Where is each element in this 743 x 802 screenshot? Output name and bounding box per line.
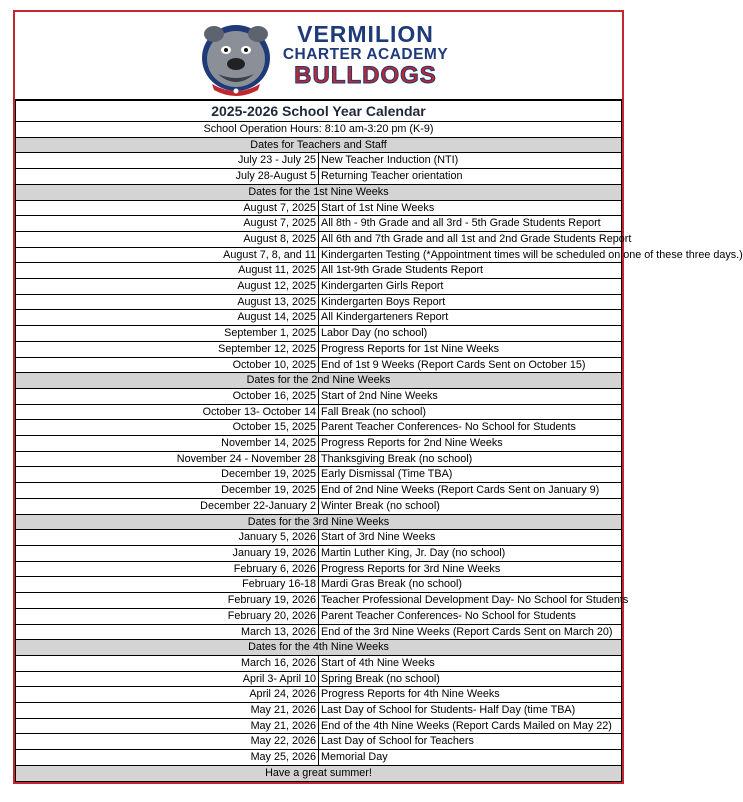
logo-title: VERMILION — [297, 21, 434, 47]
date-cell: August 8, 2025 — [16, 231, 319, 247]
calendar-row — [16, 357, 622, 373]
calendar-row — [16, 231, 622, 247]
calendar-row — [16, 341, 622, 357]
calendar-row — [16, 561, 622, 577]
event-cell: Progress Reports for 2nd Nine Weeks — [319, 436, 622, 452]
event-cell: Progress Reports for 1st Nine Weeks — [319, 341, 622, 357]
date-cell: October 15, 2025 — [16, 420, 319, 436]
calendar-row — [16, 530, 622, 546]
section-heading: Dates for the 1st Nine Weeks — [16, 184, 622, 200]
event-cell: Parent Teacher Conferences- No School for Students — [319, 420, 622, 436]
calendar-row — [16, 169, 622, 185]
date-cell: August 12, 2025 — [16, 279, 319, 295]
calendar-row — [16, 577, 622, 593]
event-cell: Last Day of School for Teachers — [319, 734, 622, 750]
calendar-row — [16, 608, 622, 624]
event-cell: Mardi Gras Break (no school) — [319, 577, 622, 593]
event-cell: Start of 3rd Nine Weeks — [319, 530, 622, 546]
calendar-row — [16, 388, 622, 404]
date-cell: December 19, 2025 — [16, 483, 319, 499]
date-cell: February 19, 2026 — [16, 593, 319, 609]
event-cell: Returning Teacher orientation — [319, 169, 622, 185]
date-cell: September 12, 2025 — [16, 341, 319, 357]
calendar-row — [16, 593, 622, 609]
calendar-row — [16, 247, 622, 263]
calendar-row — [16, 279, 622, 295]
calendar-row — [16, 750, 622, 766]
event-cell: Martin Luther King, Jr. Day (no school) — [319, 545, 622, 561]
date-cell: August 11, 2025 — [16, 263, 319, 279]
calendar-row — [16, 734, 622, 750]
event-cell: Early Dismissal (Time TBA) — [319, 467, 622, 483]
calendar-table — [15, 100, 743, 782]
date-cell: February 6, 2026 — [16, 561, 319, 577]
date-cell: April 24, 2026 — [16, 687, 319, 703]
date-cell: August 7, 2025 — [16, 200, 319, 216]
logo-mascot-name: BULLDOGS — [294, 62, 437, 89]
calendar-row — [16, 624, 622, 640]
event-cell: Start of 4th Nine Weeks — [319, 655, 622, 671]
event-cell: Thanksgiving Break (no school) — [319, 451, 622, 467]
event-cell: Start of 1st Nine Weeks — [319, 200, 622, 216]
event-cell: Start of 2nd Nine Weeks — [319, 388, 622, 404]
date-cell: September 1, 2025 — [16, 326, 319, 342]
date-cell: August 7, 2025 — [16, 216, 319, 232]
event-cell: Labor Day (no school) — [319, 326, 622, 342]
event-cell: Spring Break (no school) — [319, 671, 622, 687]
calendar-row — [16, 436, 622, 452]
date-cell: May 22, 2026 — [16, 734, 319, 750]
calendar-row — [16, 451, 622, 467]
logo-subtitle: CHARTER ACADEMY — [282, 46, 449, 63]
calendar-row — [16, 671, 622, 687]
event-cell: Progress Reports for 3rd Nine Weeks — [319, 561, 622, 577]
event-cell: Kindergarten Testing (*Appointment times will be scheduled on one of these three days.) — [319, 247, 622, 263]
section-heading: Dates for the 4th Nine Weeks — [16, 640, 622, 656]
operation-hours: School Operation Hours: 8:10 am-3:20 pm (K-9) — [16, 122, 622, 138]
date-cell: July 23 - July 25 — [16, 153, 319, 169]
calendar-row — [16, 483, 622, 499]
calendar-row — [16, 420, 622, 436]
event-cell: End of the 4th Nine Weeks (Report Cards Mailed on May 22) — [319, 718, 622, 734]
calendar-row — [16, 310, 622, 326]
calendar-row — [16, 498, 622, 514]
calendar-title: 2025-2026 School Year Calendar — [16, 101, 622, 122]
calendar-row — [16, 200, 622, 216]
event-cell: End of the 3rd Nine Weeks (Report Cards Sent on March 20) — [319, 624, 622, 640]
school-logo — [15, 12, 622, 100]
calendar-row — [16, 718, 622, 734]
section-heading: Dates for the 3rd Nine Weeks — [16, 514, 622, 530]
event-cell: End of 1st 9 Weeks (Report Cards Sent on October 15) — [319, 357, 622, 373]
date-cell: November 24 - November 28 — [16, 451, 319, 467]
date-cell: December 22-January 2 — [16, 498, 319, 514]
event-cell: Parent Teacher Conferences- No School for Students — [319, 608, 622, 624]
calendar-row — [16, 153, 622, 169]
calendar-row — [16, 655, 622, 671]
calendar-document — [13, 10, 743, 784]
event-cell: Memorial Day — [319, 750, 622, 766]
date-cell: January 5, 2026 — [16, 530, 319, 546]
date-cell: November 14, 2025 — [16, 436, 319, 452]
calendar-row — [16, 263, 622, 279]
calendar-row — [16, 216, 622, 232]
calendar-row — [16, 294, 622, 310]
event-cell: Teacher Professional Development Day- No School for Students — [319, 593, 622, 609]
footer-message: Have a great summer! — [16, 765, 622, 781]
date-cell: May 25, 2026 — [16, 750, 319, 766]
calendar-row — [16, 687, 622, 703]
date-cell: October 13- October 14 — [16, 404, 319, 420]
date-cell: August 13, 2025 — [16, 294, 319, 310]
event-cell: Fall Break (no school) — [319, 404, 622, 420]
date-cell: August 14, 2025 — [16, 310, 319, 326]
event-cell: All 8th - 9th Grade and all 3rd - 5th Grade Students Report — [319, 216, 622, 232]
calendar-row — [16, 467, 622, 483]
event-cell: New Teacher Induction (NTI) — [319, 153, 622, 169]
event-cell: Progress Reports for 4th Nine Weeks — [319, 687, 622, 703]
date-cell: December 19, 2025 — [16, 467, 319, 483]
section-heading: Dates for Teachers and Staff — [16, 137, 622, 153]
date-cell: May 21, 2026 — [16, 703, 319, 719]
date-cell: July 28-August 5 — [16, 169, 319, 185]
event-cell: End of 2nd Nine Weeks (Report Cards Sent on January 9) — [319, 483, 622, 499]
calendar-row — [16, 326, 622, 342]
date-cell: October 10, 2025 — [16, 357, 319, 373]
event-cell: All 6th and 7th Grade and all 1st and 2nd Grade Students Report — [319, 231, 622, 247]
date-cell: March 16, 2026 — [16, 655, 319, 671]
event-cell: Kindergarten Boys Report — [319, 294, 622, 310]
event-cell: Kindergarten Girls Report — [319, 279, 622, 295]
event-cell: Winter Break (no school) — [319, 498, 622, 514]
date-cell: February 20, 2026 — [16, 608, 319, 624]
date-cell: August 7, 8, and 11 — [16, 247, 319, 263]
date-cell: January 19, 2026 — [16, 545, 319, 561]
event-cell: Last Day of School for Students- Half Day (time TBA) — [319, 703, 622, 719]
bulldog-mascot-icon — [196, 16, 276, 96]
date-cell: February 16-18 — [16, 577, 319, 593]
date-cell: October 16, 2025 — [16, 388, 319, 404]
section-heading: Dates for the 2nd Nine Weeks — [16, 373, 622, 389]
date-cell: April 3- April 10 — [16, 671, 319, 687]
date-cell: May 21, 2026 — [16, 718, 319, 734]
calendar-row — [16, 404, 622, 420]
date-cell: March 13, 2026 — [16, 624, 319, 640]
calendar-row — [16, 545, 622, 561]
calendar-row — [16, 703, 622, 719]
event-cell: All 1st-9th Grade Students Report — [319, 263, 622, 279]
event-cell: All Kindergarteners Report — [319, 310, 622, 326]
